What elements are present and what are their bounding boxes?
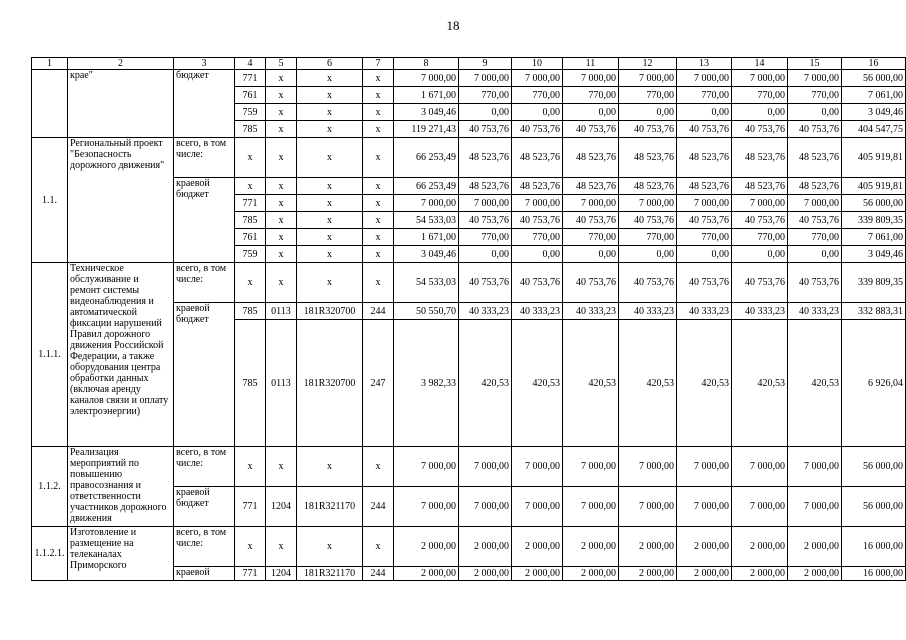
kbk-rz-cell: 1204: [266, 567, 297, 581]
year-8-cell: 7 000,00: [788, 447, 842, 487]
kbk-csr-cell: x: [297, 104, 363, 121]
budget-label: краевой бюджет: [174, 178, 235, 263]
year-8-cell: 0,00: [788, 246, 842, 263]
col-header: 13: [677, 58, 732, 70]
table-row: [32, 70, 906, 87]
year-8-cell: 7 000,00: [788, 70, 842, 87]
year-5-cell: 770,00: [619, 87, 677, 104]
kbk-csr-cell: x: [297, 70, 363, 87]
year-3-cell: 770,00: [512, 229, 563, 246]
col-header: 1: [32, 58, 68, 70]
year-8-cell: 420,53: [788, 320, 842, 447]
kbk-grbs-cell: 771: [235, 567, 266, 581]
year-2-cell: 7 000,00: [459, 70, 512, 87]
year-5-cell: 40 753,76: [619, 121, 677, 138]
kbk-vr-cell: 247: [363, 320, 394, 447]
kbk-vr-cell: x: [363, 447, 394, 487]
year-4-cell: 770,00: [563, 87, 619, 104]
kbk-rz-cell: x: [266, 229, 297, 246]
col-header: 16: [842, 58, 906, 70]
year-8-cell: 48 523,76: [788, 178, 842, 195]
kbk-grbs-cell: 771: [235, 70, 266, 87]
total-cell: 56 000,00: [842, 447, 906, 487]
year-1-cell: 2 000,00: [394, 567, 459, 581]
kbk-grbs-cell: 759: [235, 246, 266, 263]
section-name: Техническое обслуживание и ремонт системы видеонаблюдения и автоматической фиксации нарушений Правил дорожного движения Российской Федерации, а также оборудования центра обработки данных (включая аренду каналов связи и оплату электроэнергии): [68, 263, 174, 447]
year-1-cell: 7 000,00: [394, 487, 459, 527]
year-3-cell: 48 523,76: [512, 178, 563, 195]
year-5-cell: 420,53: [619, 320, 677, 447]
year-2-cell: 40 333,23: [459, 303, 512, 320]
page-number: 18: [446, 18, 460, 33]
year-3-cell: 48 523,76: [512, 138, 563, 178]
kbk-csr-cell: 181R321170: [297, 487, 363, 527]
budget-label: краевой бюджет: [174, 487, 235, 527]
kbk-vr-cell: x: [363, 246, 394, 263]
table-row: [32, 447, 906, 487]
year-3-cell: 7 000,00: [512, 487, 563, 527]
col-header: 5: [266, 58, 297, 70]
year-8-cell: 770,00: [788, 229, 842, 246]
section-code: [32, 70, 68, 138]
year-2-cell: 420,53: [459, 320, 512, 447]
kbk-csr-cell: x: [297, 229, 363, 246]
kbk-vr-cell: x: [363, 229, 394, 246]
col-header: 12: [619, 58, 677, 70]
kbk-rz-cell: x: [266, 195, 297, 212]
year-5-cell: 0,00: [619, 104, 677, 121]
table-row: [32, 263, 906, 303]
kbk-rz-cell: 0113: [266, 320, 297, 447]
year-6-cell: 40 753,76: [677, 121, 732, 138]
kbk-rz-cell: x: [266, 212, 297, 229]
year-2-cell: 48 523,76: [459, 178, 512, 195]
year-3-cell: 40 753,76: [512, 121, 563, 138]
year-1-cell: 1 671,00: [394, 87, 459, 104]
year-8-cell: 40 753,76: [788, 263, 842, 303]
year-1-cell: 3 049,46: [394, 104, 459, 121]
kbk-vr-cell: x: [363, 178, 394, 195]
kbk-rz-cell: x: [266, 527, 297, 567]
year-7-cell: 48 523,76: [732, 178, 788, 195]
kbk-csr-cell: x: [297, 87, 363, 104]
year-5-cell: 7 000,00: [619, 487, 677, 527]
year-7-cell: 40 753,76: [732, 263, 788, 303]
year-2-cell: 2 000,00: [459, 527, 512, 567]
year-2-cell: 770,00: [459, 87, 512, 104]
year-8-cell: 7 000,00: [788, 195, 842, 212]
year-4-cell: 7 000,00: [563, 70, 619, 87]
col-header: 10: [512, 58, 563, 70]
year-7-cell: 40 753,76: [732, 212, 788, 229]
total-label: всего, в том числе:: [174, 447, 235, 487]
total-cell: 332 883,31: [842, 303, 906, 320]
total-cell: 16 000,00: [842, 527, 906, 567]
year-2-cell: 0,00: [459, 246, 512, 263]
year-5-cell: 7 000,00: [619, 447, 677, 487]
year-1-cell: 66 253,49: [394, 138, 459, 178]
col-header: 11: [563, 58, 619, 70]
section-code: 1.1.2.: [32, 447, 68, 527]
year-6-cell: 7 000,00: [677, 70, 732, 87]
year-4-cell: 7 000,00: [563, 487, 619, 527]
year-2-cell: 40 753,76: [459, 212, 512, 229]
total-label: всего, в том числе:: [174, 527, 235, 567]
budget-label: краевой: [174, 567, 235, 581]
year-8-cell: 0,00: [788, 104, 842, 121]
kbk-rz-cell: x: [266, 70, 297, 87]
year-3-cell: 0,00: [512, 246, 563, 263]
year-3-cell: 770,00: [512, 87, 563, 104]
section-name: Изготовление и размещение на телеканалах Приморского: [68, 527, 174, 581]
col-header: 4: [235, 58, 266, 70]
kbk-grbs-cell: 759: [235, 104, 266, 121]
year-6-cell: 2 000,00: [677, 567, 732, 581]
year-6-cell: 40 333,23: [677, 303, 732, 320]
year-3-cell: 40 333,23: [512, 303, 563, 320]
kbk-vr-cell: x: [363, 195, 394, 212]
total-cell: 405 919,81: [842, 178, 906, 195]
col-header: 9: [459, 58, 512, 70]
year-5-cell: 7 000,00: [619, 195, 677, 212]
year-1-cell: 7 000,00: [394, 195, 459, 212]
kbk-csr-cell: x: [297, 263, 363, 303]
total-label: всего, в том числе:: [174, 138, 235, 178]
kbk-csr-cell: x: [297, 121, 363, 138]
year-7-cell: 2 000,00: [732, 567, 788, 581]
year-1-cell: 119 271,43: [394, 121, 459, 138]
year-8-cell: 40 753,76: [788, 212, 842, 229]
kbk-csr-cell: x: [297, 447, 363, 487]
year-2-cell: 40 753,76: [459, 121, 512, 138]
year-3-cell: 7 000,00: [512, 195, 563, 212]
kbk-grbs-cell: x: [235, 263, 266, 303]
kbk-csr-cell: 181R320700: [297, 303, 363, 320]
year-7-cell: 7 000,00: [732, 195, 788, 212]
kbk-vr-cell: x: [363, 212, 394, 229]
kbk-grbs-cell: 771: [235, 195, 266, 212]
year-8-cell: 40 333,23: [788, 303, 842, 320]
total-cell: 405 919,81: [842, 138, 906, 178]
kbk-rz-cell: 0113: [266, 303, 297, 320]
year-2-cell: 7 000,00: [459, 487, 512, 527]
kbk-csr-cell: 181R320700: [297, 320, 363, 447]
kbk-csr-cell: x: [297, 195, 363, 212]
year-6-cell: 40 753,76: [677, 263, 732, 303]
kbk-vr-cell: x: [363, 104, 394, 121]
budget-table: [31, 57, 906, 581]
kbk-grbs-cell: 761: [235, 229, 266, 246]
kbk-grbs-cell: x: [235, 447, 266, 487]
kbk-vr-cell: 244: [363, 567, 394, 581]
year-5-cell: 7 000,00: [619, 70, 677, 87]
section-code: 1.1.2.1.: [32, 527, 68, 581]
kbk-csr-cell: x: [297, 212, 363, 229]
year-8-cell: 2 000,00: [788, 567, 842, 581]
year-8-cell: 40 753,76: [788, 121, 842, 138]
year-8-cell: 48 523,76: [788, 138, 842, 178]
year-5-cell: 2 000,00: [619, 567, 677, 581]
year-5-cell: 40 753,76: [619, 263, 677, 303]
year-7-cell: 770,00: [732, 87, 788, 104]
year-6-cell: 0,00: [677, 104, 732, 121]
total-cell: 3 049,46: [842, 246, 906, 263]
year-7-cell: 420,53: [732, 320, 788, 447]
year-7-cell: 40 333,23: [732, 303, 788, 320]
year-4-cell: 2 000,00: [563, 567, 619, 581]
year-3-cell: 2 000,00: [512, 527, 563, 567]
year-6-cell: 770,00: [677, 229, 732, 246]
year-1-cell: 54 533,03: [394, 263, 459, 303]
kbk-csr-cell: x: [297, 246, 363, 263]
section-name: Реализация мероприятий по повышению правосознания и ответственности участников дорожного движения: [68, 447, 174, 527]
total-cell: 6 926,04: [842, 320, 906, 447]
kbk-csr-cell: x: [297, 178, 363, 195]
kbk-vr-cell: x: [363, 121, 394, 138]
total-cell: 56 000,00: [842, 195, 906, 212]
year-2-cell: 0,00: [459, 104, 512, 121]
kbk-rz-cell: x: [266, 121, 297, 138]
kbk-vr-cell: x: [363, 527, 394, 567]
year-6-cell: 7 000,00: [677, 447, 732, 487]
kbk-vr-cell: x: [363, 138, 394, 178]
year-8-cell: 770,00: [788, 87, 842, 104]
year-6-cell: 7 000,00: [677, 487, 732, 527]
year-1-cell: 2 000,00: [394, 527, 459, 567]
year-8-cell: 2 000,00: [788, 527, 842, 567]
year-2-cell: 40 753,76: [459, 263, 512, 303]
year-7-cell: 770,00: [732, 229, 788, 246]
total-cell: 7 061,00: [842, 87, 906, 104]
col-header: 15: [788, 58, 842, 70]
kbk-vr-cell: x: [363, 70, 394, 87]
table-row: [32, 527, 906, 567]
section-code: 1.1.: [32, 138, 68, 263]
year-4-cell: 48 523,76: [563, 138, 619, 178]
year-1-cell: 54 533,03: [394, 212, 459, 229]
kbk-grbs-cell: 785: [235, 303, 266, 320]
year-3-cell: 7 000,00: [512, 70, 563, 87]
kbk-rz-cell: x: [266, 178, 297, 195]
year-5-cell: 2 000,00: [619, 527, 677, 567]
col-header: 8: [394, 58, 459, 70]
year-5-cell: 770,00: [619, 229, 677, 246]
kbk-grbs-cell: 771: [235, 487, 266, 527]
year-5-cell: 48 523,76: [619, 178, 677, 195]
year-8-cell: 7 000,00: [788, 487, 842, 527]
year-3-cell: 420,53: [512, 320, 563, 447]
kbk-csr-cell: 181R321170: [297, 567, 363, 581]
column-number-row: [32, 58, 906, 70]
col-header: 2: [68, 58, 174, 70]
year-7-cell: 7 000,00: [732, 447, 788, 487]
kbk-rz-cell: x: [266, 246, 297, 263]
year-3-cell: 2 000,00: [512, 567, 563, 581]
year-6-cell: 420,53: [677, 320, 732, 447]
year-4-cell: 770,00: [563, 229, 619, 246]
kbk-vr-cell: 244: [363, 303, 394, 320]
year-5-cell: 40 333,23: [619, 303, 677, 320]
year-6-cell: 48 523,76: [677, 178, 732, 195]
year-3-cell: 7 000,00: [512, 447, 563, 487]
year-3-cell: 40 753,76: [512, 212, 563, 229]
year-2-cell: 7 000,00: [459, 447, 512, 487]
year-4-cell: 40 333,23: [563, 303, 619, 320]
year-4-cell: 40 753,76: [563, 121, 619, 138]
year-5-cell: 0,00: [619, 246, 677, 263]
kbk-vr-cell: x: [363, 87, 394, 104]
kbk-grbs-cell: x: [235, 527, 266, 567]
total-label: всего, в том числе:: [174, 263, 235, 303]
total-cell: 339 809,35: [842, 263, 906, 303]
year-4-cell: 7 000,00: [563, 195, 619, 212]
kbk-grbs-cell: x: [235, 138, 266, 178]
kbk-rz-cell: x: [266, 263, 297, 303]
year-7-cell: 0,00: [732, 246, 788, 263]
year-1-cell: 66 253,49: [394, 178, 459, 195]
kbk-grbs-cell: 785: [235, 320, 266, 447]
kbk-rz-cell: x: [266, 447, 297, 487]
year-7-cell: 40 753,76: [732, 121, 788, 138]
year-6-cell: 40 753,76: [677, 212, 732, 229]
section-code: 1.1.1.: [32, 263, 68, 447]
year-3-cell: 40 753,76: [512, 263, 563, 303]
year-4-cell: 40 753,76: [563, 263, 619, 303]
year-1-cell: 7 000,00: [394, 70, 459, 87]
total-cell: 3 049,46: [842, 104, 906, 121]
year-4-cell: 0,00: [563, 104, 619, 121]
year-7-cell: 7 000,00: [732, 487, 788, 527]
kbk-grbs-cell: 761: [235, 87, 266, 104]
kbk-vr-cell: 244: [363, 487, 394, 527]
year-6-cell: 0,00: [677, 246, 732, 263]
year-4-cell: 420,53: [563, 320, 619, 447]
kbk-csr-cell: x: [297, 138, 363, 178]
kbk-vr-cell: x: [363, 263, 394, 303]
total-cell: 16 000,00: [842, 567, 906, 581]
year-2-cell: 2 000,00: [459, 567, 512, 581]
kbk-grbs-cell: 785: [235, 121, 266, 138]
total-cell: 404 547,75: [842, 121, 906, 138]
year-6-cell: 2 000,00: [677, 527, 732, 567]
year-4-cell: 2 000,00: [563, 527, 619, 567]
kbk-rz-cell: 1204: [266, 487, 297, 527]
section-name: Региональный проект "Безопасность дорожного движения": [68, 138, 174, 263]
year-4-cell: 40 753,76: [563, 212, 619, 229]
year-1-cell: 1 671,00: [394, 229, 459, 246]
total-cell: 339 809,35: [842, 212, 906, 229]
year-1-cell: 50 550,70: [394, 303, 459, 320]
col-header: 14: [732, 58, 788, 70]
year-6-cell: 770,00: [677, 87, 732, 104]
year-2-cell: 770,00: [459, 229, 512, 246]
year-6-cell: 7 000,00: [677, 195, 732, 212]
year-1-cell: 3 049,46: [394, 246, 459, 263]
kbk-rz-cell: x: [266, 138, 297, 178]
year-6-cell: 48 523,76: [677, 138, 732, 178]
total-cell: 7 061,00: [842, 229, 906, 246]
year-5-cell: 48 523,76: [619, 138, 677, 178]
year-7-cell: 7 000,00: [732, 70, 788, 87]
total-cell: 56 000,00: [842, 487, 906, 527]
total-cell: 56 000,00: [842, 70, 906, 87]
kbk-grbs-cell: x: [235, 178, 266, 195]
year-4-cell: 0,00: [563, 246, 619, 263]
year-7-cell: 2 000,00: [732, 527, 788, 567]
col-header: 7: [363, 58, 394, 70]
section-name: крае": [68, 70, 174, 138]
budget-label: краевой бюджет: [174, 303, 235, 447]
kbk-grbs-cell: 785: [235, 212, 266, 229]
col-header: 6: [297, 58, 363, 70]
year-5-cell: 40 753,76: [619, 212, 677, 229]
year-2-cell: 7 000,00: [459, 195, 512, 212]
year-1-cell: 3 982,33: [394, 320, 459, 447]
year-7-cell: 0,00: [732, 104, 788, 121]
table-row: [32, 138, 906, 178]
year-1-cell: 7 000,00: [394, 447, 459, 487]
year-4-cell: 48 523,76: [563, 178, 619, 195]
col-header: 3: [174, 58, 235, 70]
year-4-cell: 7 000,00: [563, 447, 619, 487]
year-2-cell: 48 523,76: [459, 138, 512, 178]
kbk-csr-cell: x: [297, 527, 363, 567]
kbk-rz-cell: x: [266, 87, 297, 104]
budget-label: бюджет: [174, 70, 235, 138]
kbk-rz-cell: x: [266, 104, 297, 121]
year-7-cell: 48 523,76: [732, 138, 788, 178]
year-3-cell: 0,00: [512, 104, 563, 121]
